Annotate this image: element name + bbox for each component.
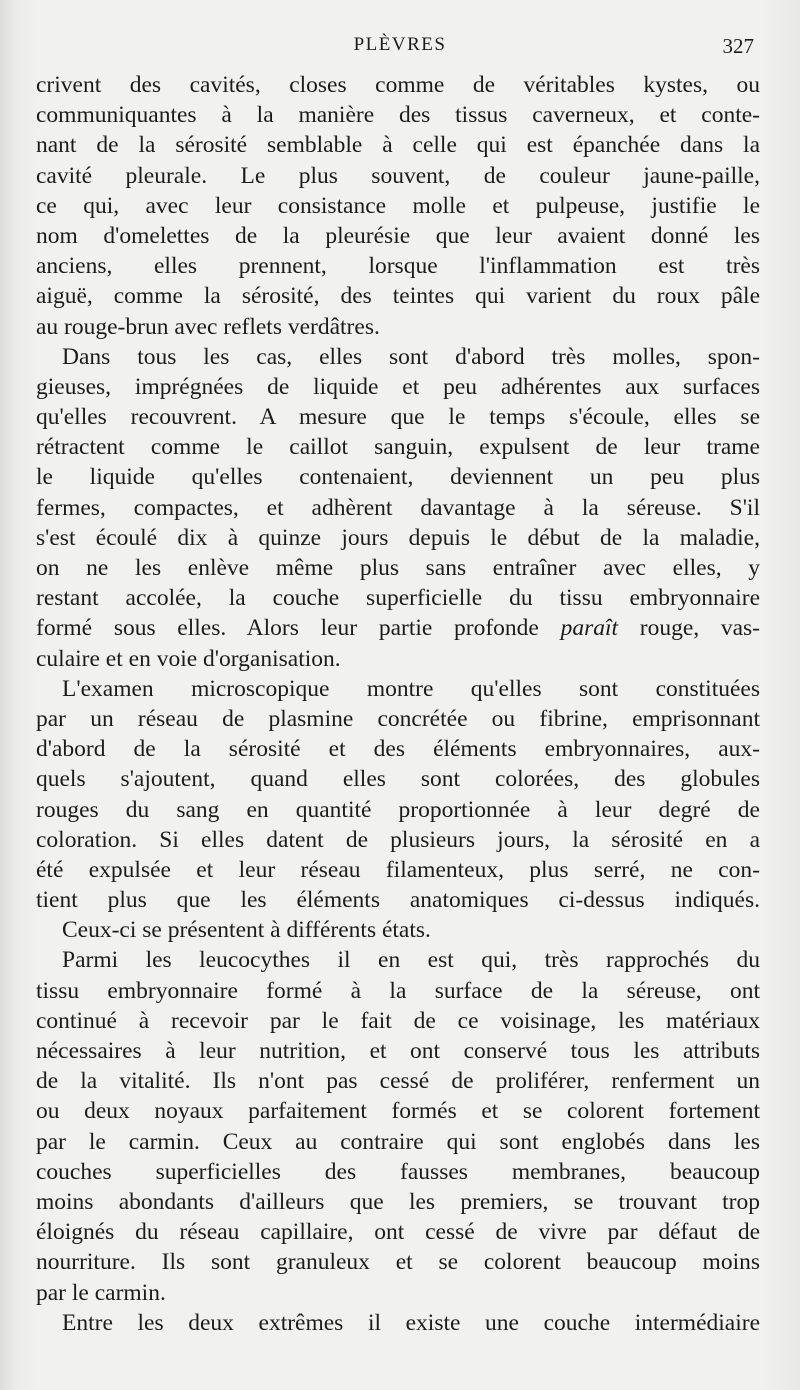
paragraph <box>36 945 760 1307</box>
text-line: ce qui, avec leur consistance molle et pulpeuse, justifie le <box>36 192 760 219</box>
text-line: restant accolée, la couche superficielle du tissu embryonnaire <box>36 585 760 612</box>
paragraph <box>36 1308 760 1338</box>
text-line: nourriture. Ils sont granuleux et se colorent beaucoup moins <box>36 1249 760 1276</box>
paragraph <box>36 342 760 674</box>
text-line: culaire et en voie d'organisation. <box>36 645 341 672</box>
text-line: L'examen microscopique montre qu'elles sont constituées <box>62 675 760 702</box>
text-line-end: rouge, vas- <box>639 615 761 642</box>
text-line: tient plus que les éléments anatomiques ci-dessus indiqués. <box>36 887 760 914</box>
text-line: quels s'ajoutent, quand elles sont colorées, des globules <box>36 766 760 793</box>
text-line: nom d'omelettes de la pleurésie que leur avaient donné les <box>36 222 760 249</box>
text-line: coloration. Si elles datent de plusieurs jours, la sérosité en a <box>36 826 760 853</box>
text-line: Dans tous les cas, elles sont d'abord très molles, spon- <box>62 343 760 370</box>
page-header <box>0 30 800 60</box>
text-line: tissu embryonnaire formé à la surface de la séreuse, ont <box>36 977 760 1004</box>
text-line: Entre les deux extrêmes il existe une couche intermédiaire <box>62 1309 760 1336</box>
text-line: qu'elles recouvrent. A mesure que le temps s'écoule, elles se <box>36 404 760 431</box>
text-line: par le carmin. <box>36 1279 166 1306</box>
text-line: Ceux-ci se présentent à différents états. <box>62 917 431 944</box>
text-line: communiquantes à la manière des tissus caverneux, et conte- <box>36 102 760 129</box>
text-line: couches superficielles des fausses membranes, beaucoup <box>36 1158 760 1185</box>
text-line: gieuses, imprégnées de liquide et peu adhérentes aux surfaces <box>36 373 760 400</box>
text-line: crivent des cavités, closes comme de véritables kystes, ou <box>36 72 760 98</box>
page-number: 327 <box>722 34 754 58</box>
body-text <box>36 70 760 1338</box>
text-line: s'est écoulé dix à quinze jours depuis le début de la maladie, <box>36 524 760 551</box>
text-line: ou deux noyaux parfaitement formés et se colorent fortement <box>36 1098 760 1125</box>
text-line: par un réseau de plasmine concrétée ou fibrine, emprisonnant <box>36 705 760 732</box>
text-line: moins abondants d'ailleurs que les premiers, se trouvant trop <box>36 1188 760 1215</box>
text-line: éloignés du réseau capillaire, ont cessé de vivre par défaut de <box>36 1219 760 1246</box>
text-line: fermes, compactes, et adhèrent davantage à la séreuse. S'il <box>36 494 760 521</box>
text-line: au rouge-brun avec reflets verdâtres. <box>36 313 380 340</box>
paragraph <box>36 674 760 916</box>
italic-word: paraît <box>560 615 619 642</box>
running-head: PLÈVRES <box>353 34 447 55</box>
text-line: aiguë, comme la sérosité, des teintes qui varient du roux pâle <box>36 283 760 310</box>
text-line: le liquide qu'elles contenaient, deviennent un peu plus <box>36 464 760 491</box>
text-line: rétractent comme le caillot sanguin, expulsent de leur trame <box>36 434 760 461</box>
paragraph <box>36 70 760 342</box>
text-line: d'abord de la sérosité et des éléments embryonnaires, aux- <box>36 736 760 763</box>
text-line <box>36 613 760 643</box>
text-line: Parmi les leucocythes il en est qui, très rapprochés du <box>62 947 760 974</box>
paragraph <box>36 915 760 945</box>
text-line: on ne les enlève même plus sans entraîner avec elles, y <box>36 555 760 581</box>
text-line: été expulsée et leur réseau filamenteux, plus serré, ne con- <box>36 856 760 883</box>
text-line: cavité pleurale. Le plus souvent, de couleur jaune-paille, <box>36 162 760 189</box>
text-line: nécessaires à leur nutrition, et ont conservé tous les attributs <box>36 1038 760 1064</box>
text-line: par le carmin. Ceux au contraire qui sont englobés dans les <box>36 1128 760 1155</box>
text-line: continué à recevoir par le fait de ce voisinage, les matériaux <box>36 1007 760 1034</box>
text-line: de la vitalité. Ils n'ont pas cessé de proliférer, renferment un <box>36 1068 760 1095</box>
text-line: nant de la sérosité semblable à celle qui est épanchée dans la <box>36 132 760 159</box>
text-line: anciens, elles prennent, lorsque l'inflammation est très <box>36 253 760 280</box>
text-line-start: formé sous elles. Alors leur partie profonde <box>36 615 539 642</box>
text-line: rouges du sang en quantité proportionnée à leur degré de <box>36 796 760 823</box>
